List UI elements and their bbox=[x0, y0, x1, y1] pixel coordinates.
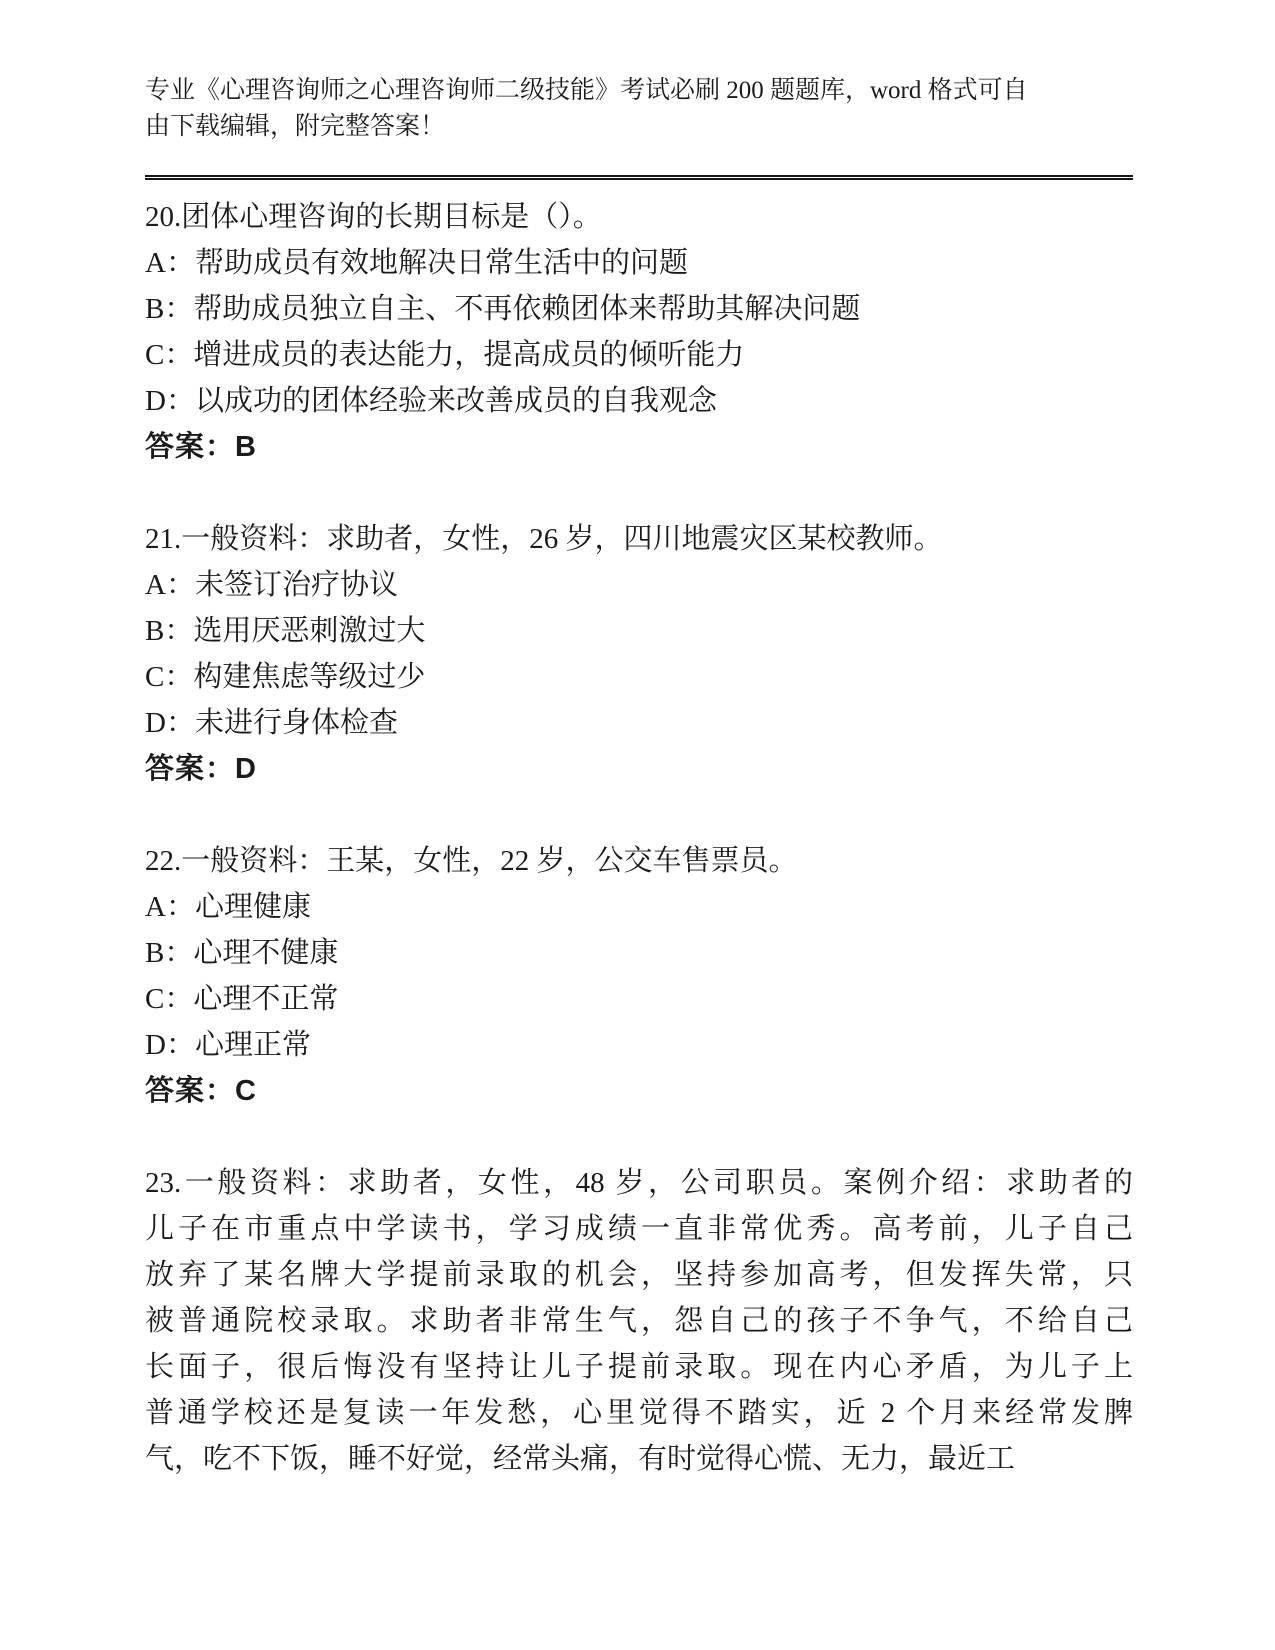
question-21-stem: 21.一般资料：求助者，女性，26 岁，四川地震灾区某校教师。 bbox=[145, 523, 943, 555]
answer-value: B bbox=[235, 431, 257, 463]
question-22-option-c: C：心理不正常 bbox=[145, 983, 339, 1015]
question-20-option-d: D：以成功的团体经验来改善成员的自我观念 bbox=[145, 385, 717, 417]
question-21-option-a: A：未签订治疗协议 bbox=[145, 569, 398, 601]
header-divider-rule bbox=[145, 175, 1133, 180]
question-22-stem: 22.一般资料：王某，女性，22 岁，公交车售票员。 bbox=[145, 845, 798, 877]
answer-value: D bbox=[235, 753, 257, 785]
question-20-answer-line bbox=[145, 424, 1133, 470]
question-21-option-b: B：选用厌恶刺激过大 bbox=[145, 615, 426, 647]
question-20-option-c: C：增进成员的表达能力，提高成员的倾听能力 bbox=[145, 339, 745, 371]
question-22-option-a: A：心理健康 bbox=[145, 891, 311, 923]
answer-label: 答案： bbox=[145, 753, 236, 785]
answer-value: C bbox=[235, 1075, 257, 1107]
header-text-line-2: 由下载编辑，附完整答案！ bbox=[145, 113, 446, 140]
question-block-21 bbox=[145, 516, 1133, 792]
question-23-stem-line-1: 23.一般资料：求助者，女性，48 岁，公司职员。案例介绍：求助者的 bbox=[145, 1167, 1133, 1199]
question-20-stem: 20.团体心理咨询的长期目标是（）。 bbox=[145, 201, 602, 233]
question-block-22 bbox=[145, 838, 1133, 1114]
question-22-option-b: B：心理不健康 bbox=[145, 937, 339, 969]
answer-label: 答案： bbox=[145, 431, 236, 463]
document-header bbox=[145, 73, 1133, 145]
question-23-stem-line-6: 普通学校还是复读一年发愁，心里觉得不踏实，近 2 个月来经常发脾 bbox=[145, 1397, 1133, 1429]
question-23-stem-line-5: 长面子，很后悔没有坚持让儿子提前录取。现在内心矛盾，为儿子上 bbox=[145, 1351, 1133, 1383]
question-block-20 bbox=[145, 194, 1133, 470]
question-block-23 bbox=[145, 1160, 1133, 1482]
question-20-option-a: A：帮助成员有效地解决日常生活中的问题 bbox=[145, 247, 688, 279]
question-23-stem-line-2: 儿子在市重点中学读书，学习成绩一直非常优秀。高考前，儿子自己 bbox=[145, 1213, 1133, 1245]
question-22-option-d: D：心理正常 bbox=[145, 1029, 311, 1061]
header-text-line-1: 专业《心理咨询师之心理咨询师二级技能》考试必刷 200 题题库，word 格式可自 bbox=[145, 77, 1028, 104]
question-21-option-c: C：构建焦虑等级过少 bbox=[145, 661, 426, 693]
question-23-stem-line-3: 放弃了某名牌大学提前录取的机会，坚持参加高考，但发挥失常，只 bbox=[145, 1259, 1133, 1291]
question-22-answer-line bbox=[145, 1068, 1133, 1114]
answer-label: 答案： bbox=[145, 1075, 236, 1107]
question-23-stem-line-4: 被普通院校录取。求助者非常生气，怨自己的孩子不争气，不给自己 bbox=[145, 1305, 1133, 1337]
question-20-option-b: B：帮助成员独立自主、不再依赖团体来帮助其解决问题 bbox=[145, 293, 861, 325]
question-21-option-d: D：未进行身体检查 bbox=[145, 707, 398, 739]
question-21-answer-line bbox=[145, 746, 1133, 792]
question-23-stem-line-7: 气，吃不下饭，睡不好觉，经常头痛，有时觉得心慌、无力，最近工 bbox=[145, 1443, 1016, 1475]
